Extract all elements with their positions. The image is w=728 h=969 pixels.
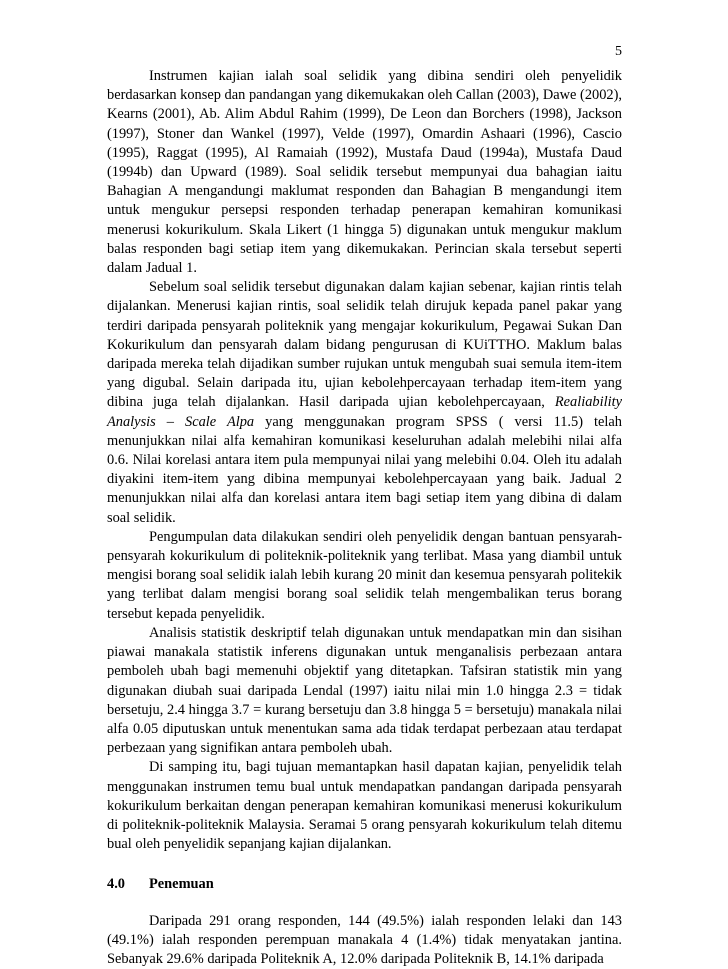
reliability-analysis-term: Realiability Analysis – Scale Alpa (107, 394, 622, 430)
page-content (107, 67, 622, 969)
section-number: 4.0 (107, 876, 125, 893)
section-title: Penemuan (149, 876, 214, 893)
paragraph-interview: Di samping itu, bagi tujuan memantapkan hasil dapatan kajian, penyelidik telah menggunakan instrumen temu bual untuk mendapatkan pandangan daripada pensyarah kokurikulum berkaitan dengan penerapan kemahiran komunikasi menerusi kokurikulum di politeknik-politeknik Malaysia. Seramai 5 orang pensyarah kokurikulum telah ditemu bual oleh penyelidik sepanjang kajian dijalankan. (107, 759, 622, 853)
paragraph-pilot-study (107, 278, 622, 528)
page-number: 5 (615, 44, 622, 59)
paragraph-pilot-study-rest: yang menggunakan program SPSS ( versi 11.5) telah menunjukkan nilai alfa kemahiran komunikasi keseluruhan adalah melebihi nilai alfa 0.6. Nilai korelasi antara item pula mempunyai nilai yang melebihi 0.04. Oleh itu adalah diyakini item-item yang dibina mempunyai kebolehpercayaan yang baik. Jadual 2 menunjukkan nilai alfa dan korelasi antara item bagi setiap item yang dibina di dalam soal selidik. (107, 413, 622, 526)
section-heading (107, 875, 622, 894)
paragraph-data-collection: Pengumpulan data dilakukan sendiri oleh penyelidik dengan bantuan pensyarah-pensyarah kokurikulum di politeknik-politeknik yang terlibat. Masa yang diambil untuk mengisi borang soal selidik ialah lebih kurang 20 minit dan kesemua pensyarah politekik yang terlibat dalam mengisi borang soal selidik telah mengembalikan terus borang tersebut kepada penyelidik. (107, 528, 622, 622)
paragraph-findings: Daripada 291 orang responden, 144 (49.5%) ialah responden lelaki dan 143 (49.1%) ialah responden perempuan manakala 4 (1.4%) tidak menyatakan jantina. Sebanyak 29.6% daripada Politeknik A, 12.0% daripada Politeknik B, 14.1% daripada (107, 912, 622, 967)
paragraph-analysis: Analisis statistik deskriptif telah digunakan untuk mendapatkan min dan sisihan piawai manakala statistik inferens digunakan untuk menganalisis perbezaan antara pemboleh ubah bagi memenuhi objektif yang ditetapkan. Tafsiran statistik min yang digunakan diubah suai daripada Lendal (1997) iaitu nilai min 1.0 hingga 2.3 = tidak bersetuju, 2.4 hingga 3.7 = kurang bersetuju dan 3.8 hingga 5 = bersetuju) manakala nilai alfa 0.05 diputuskan untuk menentukan sama ada tidak terdapat perbezaan atau terdapat perbezaan yang signifikan antara pemboleh ubah. (107, 624, 622, 757)
paragraph-pilot-study-text: Sebelum soal selidik tersebut digunakan dalam kajian sebenar, kajian rintis telah dijalankan. Menerusi kajian rintis, soal selidik telah dirujuk kepada panel pakar yang terdiri daripada pensyarah politeknik yang mengajar kokurikulum, Pegawai Sukan Dan Kokurikulum dan pensyarah dalam bidang pengurusan di KUiTTHO. Maklum balas daripada mereka telah dijadikan sumber rujukan untuk mengubah suai semula item-item yang digubal. Selain daripada itu, ujian kebolehpercayaan terhadap item-item yang dibina juga telah dijalankan. Hasil daripada ujian kebolehpercayaan, (107, 279, 622, 411)
paragraph-instrument: Instrumen kajian ialah soal selidik yang dibina sendiri oleh penyelidik berdasarkan konsep dan pandangan yang dikemukakan oleh Callan (2003), Dawe (2002), Kearns (2001), Ab. Alim Abdul Rahim (1999), De Leon dan Borchers (1998), Jackson (1997), Stoner dan Wankel (1997), Velde (1997), Omardin Ashaari (1996), Cascio (1995), Raggat (1995), Al Ramaiah (1992), Mustafa Daud (1994a), Mustafa Daud (1994b) dan Upward (1989). Soal selidik tersebut mempunyai dua bahagian iaitu Bahagian A mengandungi maklumat responden dan Bahagian B mengandungi item untuk mengukur persepsi responden terhadap penerapan kemahiran komunikasi menerusi kokurikulum. Skala Likert (1 hingga 5) digunakan untuk mengukur maklum balas responden bagi setiap item yang dikemukakan. Perincian skala tersebut seperti dalam Jadual 1. (107, 68, 622, 277)
